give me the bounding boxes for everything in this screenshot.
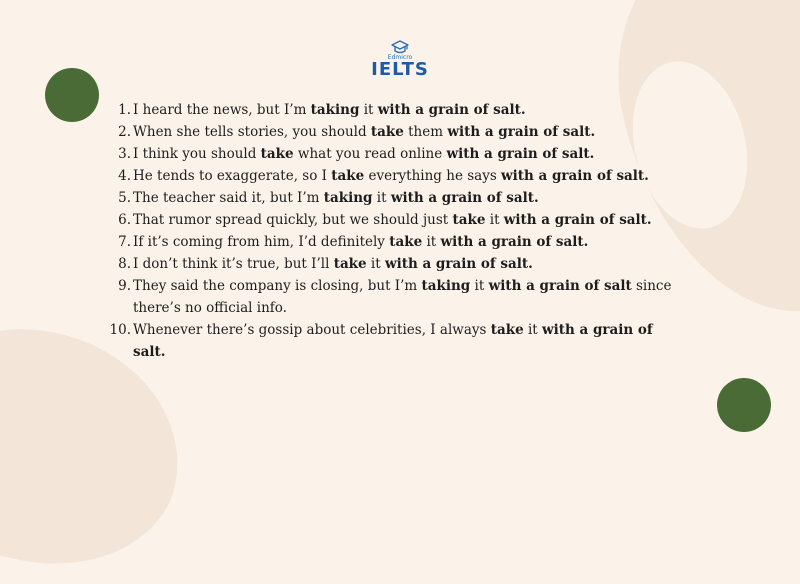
- item-verb: taking: [421, 278, 471, 294]
- item-idiom: with a grain of salt.: [377, 102, 526, 118]
- list-item: [108, 99, 688, 121]
- item-idiom: with a grain of salt.: [446, 146, 595, 162]
- item-text: it: [485, 212, 504, 228]
- item-verb: taking: [323, 190, 373, 206]
- item-number: 2.: [118, 124, 131, 140]
- list-item: [108, 231, 688, 253]
- item-verb: take: [452, 212, 486, 228]
- item-idiom: with a grain of salt.: [503, 212, 652, 228]
- item-idiom: with a grain of salt.: [390, 190, 539, 206]
- item-text: I heard the news, but I’m: [133, 102, 311, 118]
- item-verb: take: [260, 146, 294, 162]
- item-idiom: with a grain of salt.: [384, 256, 533, 272]
- graduation-cap-icon: [391, 40, 409, 54]
- item-text: He tends to exaggerate, so I: [133, 168, 332, 184]
- item-text: I think you should: [133, 146, 261, 162]
- list-item: [108, 165, 688, 187]
- item-number: 1.: [118, 102, 131, 118]
- item-verb: take: [333, 256, 367, 272]
- list-item: [108, 275, 688, 319]
- item-text: what you read online: [293, 146, 447, 162]
- item-text: When she tells stories, you should: [133, 124, 371, 140]
- item-text: If it’s coming from him, I’d definitely: [133, 234, 390, 250]
- brand-title: IELTS: [371, 59, 429, 80]
- item-text: everything he says: [364, 168, 502, 184]
- list-item: [108, 319, 688, 363]
- item-text: They said the company is closing, but I’m: [133, 278, 422, 294]
- item-verb: take: [331, 168, 365, 184]
- item-idiom: with a grain of salt.: [447, 124, 596, 140]
- item-number: 3.: [118, 146, 131, 162]
- list-item: [108, 209, 688, 231]
- item-number: 5.: [118, 190, 131, 206]
- item-text: since there’s no official info.: [133, 278, 672, 316]
- item-number: 9.: [118, 278, 131, 294]
- item-number: 7.: [118, 234, 131, 250]
- item-text: That rumor spread quickly, but we should just: [133, 212, 453, 228]
- item-idiom: with a grain of salt.: [501, 168, 649, 184]
- decorative-circle-bottom-right: [717, 378, 771, 432]
- item-number: 10.: [109, 322, 131, 338]
- item-verb: taking: [310, 102, 360, 118]
- item-text: it: [366, 256, 385, 272]
- item-idiom: with a grain of salt.: [440, 234, 589, 250]
- brand-logo: [370, 40, 430, 79]
- item-text: it: [372, 190, 391, 206]
- brand-subtitle: Edmicro: [387, 54, 413, 61]
- item-number: 4.: [118, 168, 131, 184]
- item-verb: take: [490, 322, 524, 338]
- item-text: them: [403, 124, 448, 140]
- item-text: Whenever there’s gossip about celebrities, I always: [133, 322, 491, 338]
- item-idiom: with a grain of salt: [488, 278, 632, 294]
- item-text: it: [359, 102, 378, 118]
- example-sentence-list: [108, 99, 688, 363]
- item-text: it: [422, 234, 441, 250]
- item-verb: take: [370, 124, 404, 140]
- item-number: 6.: [118, 212, 131, 228]
- item-idiom: with a grain of salt.: [133, 322, 653, 360]
- list-item: [108, 121, 688, 143]
- item-text: I don’t think it’s true, but I’ll: [133, 256, 334, 272]
- item-number: 8.: [118, 256, 131, 272]
- list-item: [108, 187, 688, 209]
- list-item: [108, 143, 688, 165]
- item-text: The teacher said it, but I’m: [133, 190, 324, 206]
- decorative-circle-top-left: [45, 68, 99, 122]
- item-verb: take: [389, 234, 423, 250]
- item-text: it: [470, 278, 489, 294]
- list-item: [108, 253, 688, 275]
- item-text: it: [523, 322, 542, 338]
